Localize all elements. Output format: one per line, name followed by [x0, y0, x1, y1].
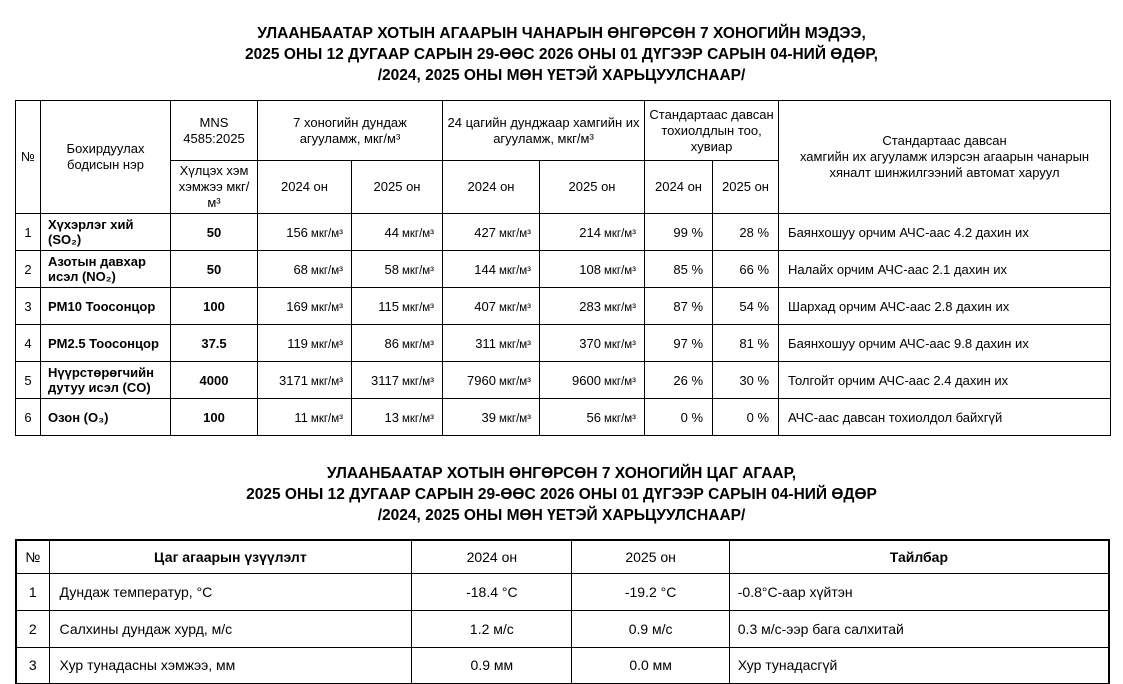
weather-indicator: Дундаж температур, °С [49, 573, 412, 610]
unit-label: мкг/м³ [603, 375, 637, 388]
row-number: 5 [16, 362, 41, 399]
unit-label: мкг/м³ [310, 301, 343, 314]
exceed-2024-percent: 87 % [645, 288, 713, 325]
title-line: /2024, 2025 ОНЫ МӨН ҮЕТЭЙ ХАРЬЦУУЛСНААР/ [377, 507, 746, 524]
daily-2024-value: 144 мкг/м³ [443, 251, 540, 288]
station-note: Толгойт орчим АЧС-аас 2.4 дахин их [779, 362, 1111, 399]
pollutant-row-so2 [16, 214, 1111, 251]
station-note: Баянхошуу орчим АЧС-аас 4.2 дахин их [779, 214, 1111, 251]
daily-2024-value: 427 мкг/м³ [443, 214, 540, 251]
row-number: 2 [16, 251, 41, 288]
col-header-daily-2024: 2024 он [443, 161, 540, 214]
daily-2025-value: 56 мкг/м³ [540, 399, 645, 436]
unit-label: мкг/м³ [401, 338, 435, 351]
weekly-2025-value: 115 мкг/м³ [352, 288, 443, 325]
weather-row-wind [16, 610, 1109, 647]
station-note: Шархад орчим АЧС-аас 2.8 дахин их [779, 288, 1111, 325]
col-header-weather-indicator: Цаг агаарын үзүүлэлт [49, 540, 412, 573]
daily-2024-value: 7960 мкг/м³ [443, 362, 540, 399]
weekly-2025-value: 58 мкг/м³ [352, 251, 443, 288]
col-header-exceed-2025: 2025 он [713, 161, 779, 214]
title-line: 2025 ОНЫ 12 ДУГААР САРЫН 29-ӨӨС 2026 ОНЫ 01 ДҮГЭЭР САРЫН 04-НИЙ ӨДӨР [246, 486, 877, 503]
exceed-2025-percent: 66 % [713, 251, 779, 288]
weekly-2025-value: 3117 мкг/м³ [352, 362, 443, 399]
exceed-2024-percent: 26 % [645, 362, 713, 399]
row-number: 1 [16, 573, 49, 610]
weather-row-temperature [16, 573, 1109, 610]
exceed-2025-percent: 28 % [713, 214, 779, 251]
row-number: 2 [16, 610, 49, 647]
tolerance-limit: 100 [171, 288, 258, 325]
unit-label: мкг/м³ [603, 301, 637, 314]
row-number: 6 [16, 399, 41, 436]
unit-label: мкг/м³ [401, 227, 435, 240]
unit-label: мкг/м³ [310, 338, 343, 351]
station-header-line2: хамгийн их агууламж илэрсэн агаарын чанарын хяналт шинжилгээний автомат харуул [799, 149, 1090, 180]
pollutant-name: Хүхэрлэг хий (SO₂) [41, 214, 171, 251]
remark: Хур тунадасгүй [729, 647, 1109, 684]
daily-2025-value: 214 мкг/м³ [540, 214, 645, 251]
exceed-2025-percent: 30 % [713, 362, 779, 399]
value-2024: -18.4 °С [412, 573, 572, 610]
station-note: Налайх орчим АЧС-аас 2.1 дахин их [779, 251, 1111, 288]
pollutant-row-co [16, 362, 1111, 399]
unit-label: мкг/м³ [498, 338, 532, 351]
weekly-2024-value: 68 мкг/м³ [258, 251, 352, 288]
pollutant-name: Нүүрстөрөгчийн дутуу исэл (CO) [41, 362, 171, 399]
weekly-2025-value: 44 мкг/м³ [352, 214, 443, 251]
station-header-line1: Стандартаас давсан [882, 133, 1007, 148]
weekly-2024-value: 156 мкг/м³ [258, 214, 352, 251]
daily-2024-value: 39 мкг/м³ [443, 399, 540, 436]
row-number: 3 [16, 647, 49, 684]
col-header-exceed-percent: Стандартаас давсан тохиолдлын тоо, хувиар [645, 101, 779, 161]
value-2024: 1.2 м/с [412, 610, 572, 647]
col-header-weekly-2024: 2024 он [258, 161, 352, 214]
pollutant-name: PM10 Тоосонцор [41, 288, 171, 325]
exceed-2025-percent: 54 % [713, 288, 779, 325]
exceed-2024-percent: 99 % [645, 214, 713, 251]
unit-label: мкг/м³ [401, 412, 435, 425]
station-note: АЧС-аас давсан тохиолдол байхгүй [779, 399, 1111, 436]
daily-2024-value: 407 мкг/м³ [443, 288, 540, 325]
col-header-station [779, 101, 1111, 214]
unit-label: мкг/м³ [310, 375, 343, 388]
value-2025: 0.0 мм [572, 647, 729, 684]
remark: -0.8°С-аар хүйтэн [729, 573, 1109, 610]
tolerance-limit: 50 [171, 214, 258, 251]
weather-report-title [0, 436, 1123, 526]
title-line: УЛААНБААТАР ХОТЫН АГААРЫН ЧАНАРЫН ӨНГӨРСӨН 7 ХОНОГИЙН МЭДЭЭ, [257, 25, 866, 42]
exceed-2025-percent: 0 % [713, 399, 779, 436]
unit-label: мкг/м³ [498, 264, 532, 277]
col-header-exceed-2024: 2024 он [645, 161, 713, 214]
title-line: 2025 ОНЫ 12 ДУГААР САРЫН 29-ӨӨС 2026 ОНЫ 01 ДҮГЭЭР САРЫН 04-НИЙ ӨДӨР, [245, 46, 878, 63]
pollutant-name: Азотын давхар исэл (NO₂) [41, 251, 171, 288]
col-header-number: № [16, 101, 41, 214]
pollutant-name: PM2.5 Тоосонцор [41, 325, 171, 362]
weather-row-precipitation [16, 647, 1109, 684]
unit-label: мкг/м³ [498, 375, 532, 388]
air-quality-table [15, 100, 1111, 436]
col-header-daily-max: 24 цагийн дунджаар хамгийн их агууламж, мкг/м³ [443, 101, 645, 161]
col-header-mns-standard: MNS 4585:2025 [171, 101, 258, 161]
pollutant-row-pm25 [16, 325, 1111, 362]
tolerance-limit: 100 [171, 399, 258, 436]
daily-2025-value: 9600 мкг/м³ [540, 362, 645, 399]
pollutant-row-o3 [16, 399, 1111, 436]
daily-2025-value: 370 мкг/м³ [540, 325, 645, 362]
row-number: 4 [16, 325, 41, 362]
col-header-2024: 2024 он [412, 540, 572, 573]
tolerance-limit: 37.5 [171, 325, 258, 362]
daily-2025-value: 108 мкг/м³ [540, 251, 645, 288]
col-header-daily-2025: 2025 он [540, 161, 645, 214]
exceed-2024-percent: 97 % [645, 325, 713, 362]
col-header-tolerance-limit: Хүлцэх хэм хэмжээ мкг/м³ [171, 161, 258, 214]
tolerance-limit: 50 [171, 251, 258, 288]
pollutant-name: Озон (O₃) [41, 399, 171, 436]
unit-label: мкг/м³ [603, 412, 637, 425]
tolerance-limit: 4000 [171, 362, 258, 399]
weekly-2024-value: 119 мкг/м³ [258, 325, 352, 362]
unit-label: мкг/м³ [603, 338, 637, 351]
col-header-pollutant-name: Бохирдуулах бодисын нэр [41, 101, 171, 214]
weather-indicator: Хур тунадасны хэмжээ, мм [49, 647, 412, 684]
col-header-remark: Тайлбар [729, 540, 1109, 573]
station-note: Баянхошуу орчим АЧС-аас 9.8 дахин их [779, 325, 1111, 362]
col-header-weekly-average: 7 хоногийн дундаж агууламж, мкг/м³ [258, 101, 443, 161]
weather-table [15, 539, 1110, 684]
remark: 0.3 м/с-ээр бага салхитай [729, 610, 1109, 647]
unit-label: мкг/м³ [310, 227, 343, 240]
exceed-2025-percent: 81 % [713, 325, 779, 362]
unit-label: мкг/м³ [401, 301, 435, 314]
exceed-2024-percent: 85 % [645, 251, 713, 288]
weather-indicator: Салхины дундаж хурд, м/с [49, 610, 412, 647]
unit-label: мкг/м³ [603, 227, 637, 240]
weekly-2025-value: 86 мкг/м³ [352, 325, 443, 362]
pollutant-row-no2 [16, 251, 1111, 288]
value-2025: -19.2 °С [572, 573, 729, 610]
unit-label: мкг/м³ [498, 412, 532, 425]
unit-label: мкг/м³ [310, 264, 343, 277]
col-header-2025: 2025 он [572, 540, 729, 573]
weekly-2024-value: 3171 мкг/м³ [258, 362, 352, 399]
unit-label: мкг/м³ [401, 264, 435, 277]
value-2024: 0.9 мм [412, 647, 572, 684]
weekly-2025-value: 13 мкг/м³ [352, 399, 443, 436]
row-number: 1 [16, 214, 41, 251]
unit-label: мкг/м³ [603, 264, 637, 277]
unit-label: мкг/м³ [498, 227, 532, 240]
title-line: УЛААНБААТАР ХОТЫН ӨНГӨРСӨН 7 ХОНОГИЙН ЦАГ АГААР, [326, 465, 797, 482]
unit-label: мкг/м³ [401, 375, 435, 388]
title-line: /2024, 2025 ОНЫ МӨН ҮЕТЭЙ ХАРЬЦУУЛСНААР/ [377, 67, 746, 84]
daily-2024-value: 311 мкг/м³ [443, 325, 540, 362]
pollutant-row-pm10 [16, 288, 1111, 325]
col-header-weekly-2025: 2025 он [352, 161, 443, 214]
value-2025: 0.9 м/с [572, 610, 729, 647]
exceed-2024-percent: 0 % [645, 399, 713, 436]
unit-label: мкг/м³ [498, 301, 532, 314]
daily-2025-value: 283 мкг/м³ [540, 288, 645, 325]
unit-label: мкг/м³ [310, 412, 343, 425]
weekly-2024-value: 169 мкг/м³ [258, 288, 352, 325]
weekly-2024-value: 11 мкг/м³ [258, 399, 352, 436]
air-quality-report-title [0, 0, 1123, 86]
col-header-number: № [16, 540, 49, 573]
row-number: 3 [16, 288, 41, 325]
